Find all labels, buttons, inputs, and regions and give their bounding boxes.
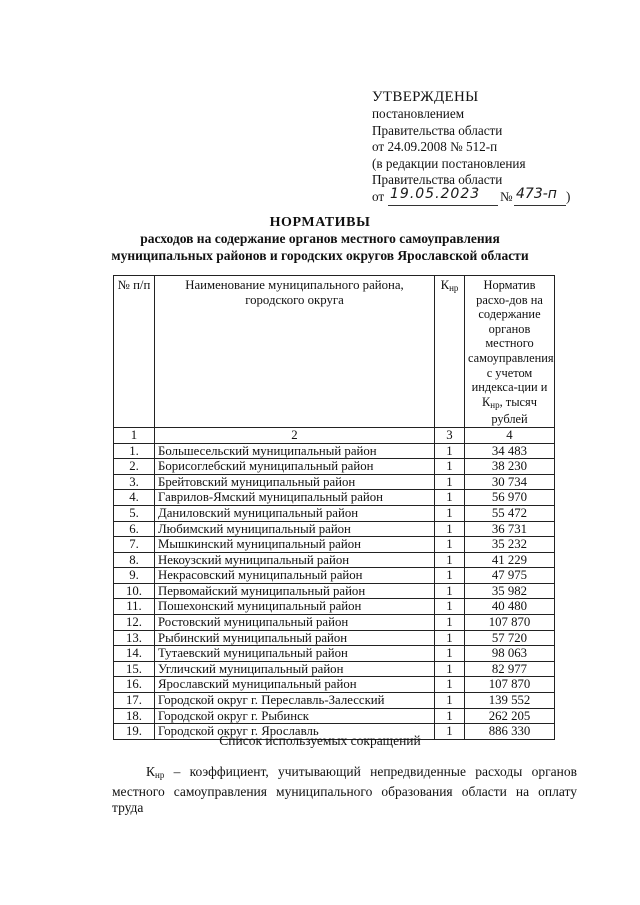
table-row — [114, 474, 555, 490]
row-name: Угличский муниципальный район — [155, 661, 435, 677]
row-number: 9. — [114, 568, 155, 584]
column-number: 1 — [114, 427, 155, 443]
row-number: 18. — [114, 708, 155, 724]
table-row — [114, 599, 555, 615]
row-name: Ярославский муниципальный район — [155, 677, 435, 693]
title-sub: расходов на содержание органов местного самоуправления — [140, 231, 500, 246]
row-coefficient: 1 — [435, 630, 465, 646]
row-coefficient: 1 — [435, 537, 465, 553]
row-value: 40 480 — [465, 599, 555, 615]
column-number: 2 — [155, 427, 435, 443]
approval-line: постановлением — [372, 106, 465, 121]
approval-line: Правительства области — [372, 122, 503, 138]
row-number: 17. — [114, 693, 155, 709]
abbreviations-title: Список используемых сокращений — [219, 733, 421, 748]
date-underline — [388, 205, 498, 206]
row-coefficient: 1 — [435, 661, 465, 677]
row-name: Гаврилов-Ямский муниципальный район — [155, 490, 435, 506]
row-name: Городской округ г. Переславль-Залесский — [155, 693, 435, 709]
sign-suffix: ) — [566, 188, 571, 204]
abbreviation-entry — [112, 764, 577, 817]
table-row — [114, 490, 555, 506]
header-value-part2: , тысяч рублей — [491, 394, 537, 427]
abbreviation-term-sub: нр — [155, 770, 165, 780]
row-coefficient: 1 — [435, 599, 465, 615]
row-value: 38 230 — [465, 459, 555, 475]
row-value: 41 229 — [465, 552, 555, 568]
row-number: 13. — [114, 630, 155, 646]
row-coefficient: 1 — [435, 490, 465, 506]
document-title — [0, 214, 640, 264]
row-number: 16. — [114, 677, 155, 693]
column-number: 4 — [465, 427, 555, 443]
row-name: Рыбинский муниципальный район — [155, 630, 435, 646]
row-name: Городской округ г. Рыбинск — [155, 708, 435, 724]
table-row — [114, 630, 555, 646]
row-number: 6. — [114, 521, 155, 537]
row-name: Большесельский муниципальный район — [155, 443, 435, 459]
row-name: Даниловский муниципальный район — [155, 505, 435, 521]
row-value: 35 982 — [465, 583, 555, 599]
row-value: 262 205 — [465, 708, 555, 724]
row-number: 1. — [114, 443, 155, 459]
header-name: Наименование муниципального района, городского округа — [155, 276, 435, 428]
abbreviation-term: К — [146, 764, 156, 779]
table-row — [114, 568, 555, 584]
table-row — [114, 661, 555, 677]
table-row — [114, 443, 555, 459]
row-coefficient: 1 — [435, 568, 465, 584]
row-coefficient: 1 — [435, 724, 465, 740]
row-name: Некрасовский муниципальный район — [155, 568, 435, 584]
row-number: 3. — [114, 474, 155, 490]
row-number: 4. — [114, 490, 155, 506]
table-row — [114, 615, 555, 631]
row-value: 47 975 — [465, 568, 555, 584]
row-number: 14. — [114, 646, 155, 662]
approval-heading: УТВЕРЖДЕНЫ — [372, 89, 479, 105]
row-coefficient: 1 — [435, 505, 465, 521]
row-value: 107 870 — [465, 677, 555, 693]
row-name: Пошехонский муниципальный район — [155, 599, 435, 615]
row-name: Ростовский муниципальный район — [155, 615, 435, 631]
table-row — [114, 459, 555, 475]
row-value: 98 063 — [465, 646, 555, 662]
row-coefficient: 1 — [435, 521, 465, 537]
row-value: 886 330 — [465, 724, 555, 740]
row-coefficient: 1 — [435, 459, 465, 475]
row-number: 15. — [114, 661, 155, 677]
row-value: 30 734 — [465, 474, 555, 490]
row-number: 10. — [114, 583, 155, 599]
row-number: 5. — [114, 505, 155, 521]
approval-block — [372, 88, 571, 206]
table-header-row — [114, 276, 555, 428]
row-coefficient: 1 — [435, 583, 465, 599]
header-value-sub: нр — [490, 399, 500, 410]
header-k-main: К — [440, 278, 450, 292]
table-row — [114, 505, 555, 521]
row-name: Городской округ г. Ярославль — [155, 724, 435, 740]
table-row — [114, 552, 555, 568]
row-name: Мышкинский муниципальный район — [155, 537, 435, 553]
row-number: 7. — [114, 537, 155, 553]
row-number: 12. — [114, 615, 155, 631]
row-name: Борисоглебский муниципальный район — [155, 459, 435, 475]
header-value — [465, 276, 555, 428]
row-number: 2. — [114, 459, 155, 475]
row-name: Первомайский муниципальный район — [155, 583, 435, 599]
row-value: 57 720 — [465, 630, 555, 646]
table-row — [114, 583, 555, 599]
row-coefficient: 1 — [435, 615, 465, 631]
row-value: 56 970 — [465, 490, 555, 506]
row-coefficient: 1 — [435, 443, 465, 459]
row-coefficient: 1 — [435, 708, 465, 724]
approval-line: от 24.09.2008 № 512-п — [372, 139, 498, 155]
header-value-part1: Норматив расхо-дов на содержание органов местного самоуправления с учетом индекса-ции и К — [468, 278, 554, 409]
table-row — [114, 677, 555, 693]
row-number: 19. — [114, 724, 155, 740]
header-k — [435, 276, 465, 428]
row-value: 82 977 — [465, 661, 555, 677]
approval-sign-line — [372, 185, 571, 206]
row-coefficient: 1 — [435, 646, 465, 662]
title-main: НОРМАТИВЫ — [269, 215, 371, 230]
table-row — [114, 521, 555, 537]
abbreviations-text — [112, 764, 577, 817]
row-number: 11. — [114, 599, 155, 615]
row-coefficient: 1 — [435, 474, 465, 490]
table-row — [114, 708, 555, 724]
row-value: 139 552 — [465, 693, 555, 709]
handwritten-number: 473-п — [516, 185, 557, 202]
number-underline — [514, 205, 566, 206]
row-coefficient: 1 — [435, 552, 465, 568]
column-number: 3 — [435, 427, 465, 443]
column-number-row — [114, 427, 555, 443]
norms-table — [113, 275, 555, 740]
handwritten-date: 19.05.2023 — [390, 185, 481, 202]
title-sub: муниципальных районов и городских округов Ярославской области — [111, 247, 529, 263]
row-name: Некоузский муниципальный район — [155, 552, 435, 568]
table-row — [114, 537, 555, 553]
row-coefficient: 1 — [435, 693, 465, 709]
sign-prefix: от — [372, 188, 385, 204]
sign-no-label: № — [500, 188, 513, 204]
row-value: 36 731 — [465, 521, 555, 537]
row-name: Тутаевский муниципальный район — [155, 646, 435, 662]
header-num: № п/п — [114, 276, 155, 428]
row-number: 8. — [114, 552, 155, 568]
table-row — [114, 646, 555, 662]
row-name: Любимский муниципальный район — [155, 521, 435, 537]
abbreviation-definition: – коэффициент, учитывающий непредвиденные расходы органов местного самоуправления муниципального образования области на оплату труда — [112, 764, 577, 815]
approval-line: Правительства области — [372, 172, 503, 188]
row-value: 35 232 — [465, 537, 555, 553]
row-value: 55 472 — [465, 505, 555, 521]
row-value: 34 483 — [465, 443, 555, 459]
header-k-sub: нр — [449, 283, 459, 293]
approval-line: (в редакции постановления — [372, 155, 526, 171]
row-name: Брейтовский муниципальный район — [155, 474, 435, 490]
row-coefficient: 1 — [435, 677, 465, 693]
row-value: 107 870 — [465, 615, 555, 631]
table-row — [114, 693, 555, 709]
